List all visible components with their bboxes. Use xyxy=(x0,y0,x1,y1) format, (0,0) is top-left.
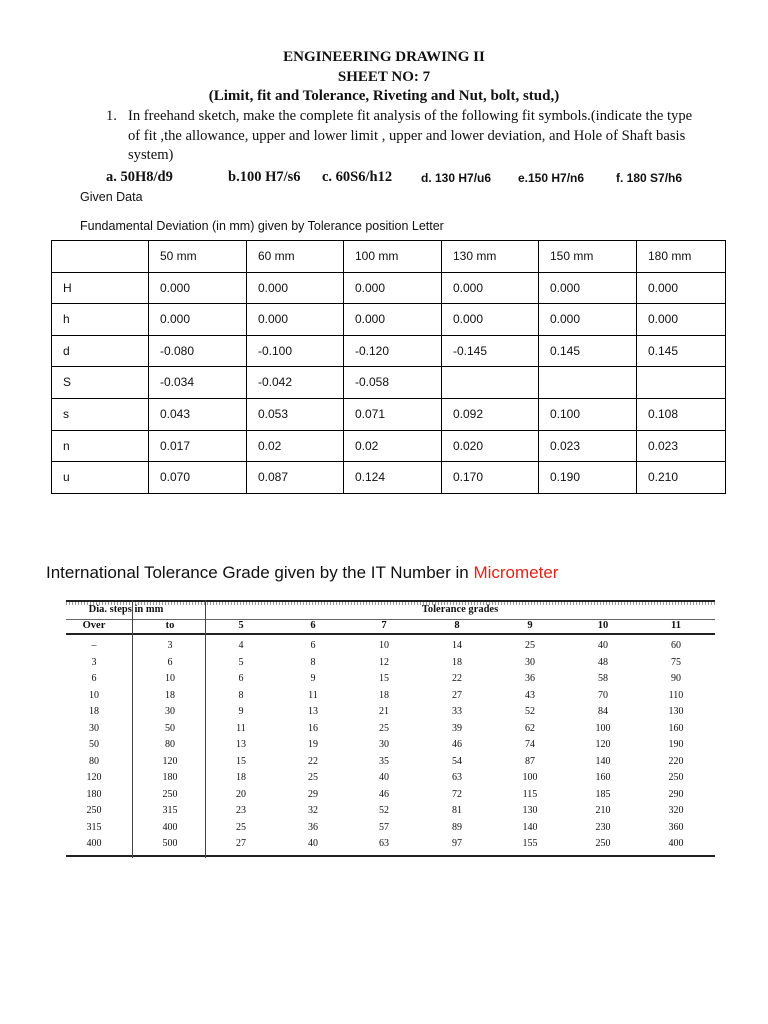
fd-col-header: 150 mm xyxy=(539,241,637,273)
it-value-cell: 40 xyxy=(379,772,389,783)
it-value-cell: 57 xyxy=(379,821,389,833)
fd-cell: 0.053 xyxy=(247,398,344,430)
it-value-cell: 8 xyxy=(310,656,316,668)
it-value-cell: 15 xyxy=(379,673,389,684)
it-value-cell: 25 xyxy=(236,821,246,833)
fd-table-title: Fundamental Deviation (in mm) given by Tolerance position Letter xyxy=(80,219,444,233)
it-over-cell: 18 xyxy=(89,706,99,717)
fit-c: c. 60S6/h12 xyxy=(322,169,393,185)
fd-row-label: u xyxy=(52,462,149,494)
it-value-cell: 39 xyxy=(452,722,462,734)
it-value-cell: 11 xyxy=(236,722,246,734)
it-over-cell: 120 xyxy=(86,772,102,783)
it-value-cell: 21 xyxy=(379,706,389,717)
fd-cell: 0.043 xyxy=(149,398,247,430)
it-to-cell: 18 xyxy=(165,689,175,701)
fd-cell: 0.000 xyxy=(442,304,539,336)
it-value-cell: 25 xyxy=(525,640,535,651)
fd-cell: 0.000 xyxy=(539,272,637,304)
grade-header: 9 xyxy=(527,620,533,631)
it-to-cell: 315 xyxy=(162,805,178,816)
fd-row xyxy=(52,462,726,494)
it-value-cell: 43 xyxy=(525,689,535,701)
it-over-cell: 400 xyxy=(86,838,102,849)
it-value-cell: 97 xyxy=(452,838,462,849)
it-value-cell: 75 xyxy=(671,656,681,668)
fit-f: f. 180 S7/h6 xyxy=(616,171,683,185)
it-to-cell: 10 xyxy=(165,673,175,684)
fd-row-label: h xyxy=(52,304,149,336)
it-value-cell: 19 xyxy=(308,739,318,750)
fd-cell: 0.000 xyxy=(637,272,726,304)
question-text: In freehand sketch, make the complete fit analysis of the following fit symbols.(indicate the type of fit ,the allowance, upper and lower limit , upper and lower deviation, and Hole of Shaft basis system) xyxy=(128,108,693,163)
it-value-cell: 15 xyxy=(236,755,246,767)
grade-header: 8 xyxy=(454,620,460,631)
it-value-cell: 18 xyxy=(236,772,246,783)
it-over-cell: 315 xyxy=(86,821,102,833)
it-value-cell: 9 xyxy=(310,673,316,684)
it-value-cell: 20 xyxy=(236,788,246,800)
it-value-cell: 22 xyxy=(308,755,318,767)
it-over-cell: – xyxy=(91,640,97,651)
it-to-cell: 3 xyxy=(167,640,173,651)
fd-col-header: 50 mm xyxy=(149,241,247,273)
fd-cell: -0.034 xyxy=(149,367,247,399)
it-value-cell: 360 xyxy=(668,821,684,833)
fd-cell: 0.023 xyxy=(637,430,726,462)
it-heading-unit: Micrometer xyxy=(473,563,559,582)
it-value-cell: 115 xyxy=(522,788,538,800)
fd-cell: 0.108 xyxy=(637,398,726,430)
fd-cell: 0.092 xyxy=(442,398,539,430)
it-value-cell: 140 xyxy=(522,821,538,833)
fd-cell: 0.071 xyxy=(344,398,442,430)
fd-row-label: d xyxy=(52,335,149,367)
fd-corner-cell xyxy=(52,241,149,273)
it-value-cell: 70 xyxy=(598,689,608,701)
it-value-cell: 89 xyxy=(452,821,462,833)
fd-cell: -0.080 xyxy=(149,335,247,367)
it-over-cell: 30 xyxy=(89,722,99,734)
it-over-cell: 6 xyxy=(91,673,97,684)
dia-steps-header: Dia. steps in mm xyxy=(88,604,164,615)
it-value-cell: 23 xyxy=(236,805,246,816)
it-value-cell: 290 xyxy=(668,788,684,800)
fd-cell: 0.100 xyxy=(539,398,637,430)
it-tolerance-table xyxy=(66,600,715,858)
it-value-cell: 30 xyxy=(379,739,389,750)
fd-header-row xyxy=(52,241,726,273)
fd-cell xyxy=(637,367,726,399)
fd-cell: -0.058 xyxy=(344,367,442,399)
it-value-cell: 130 xyxy=(522,805,538,816)
fd-cell: 0.02 xyxy=(247,430,344,462)
it-value-cell: 6 xyxy=(310,640,316,651)
it-value-cell: 210 xyxy=(595,805,611,816)
it-value-cell: 13 xyxy=(308,706,318,717)
it-value-cell: 250 xyxy=(668,772,684,783)
it-heading-text: International Tolerance Grade given by the IT Number in xyxy=(46,563,474,582)
it-to-cell: 30 xyxy=(165,706,175,717)
fd-col-header: 60 mm xyxy=(247,241,344,273)
tolerance-grades-header: Tolerance grades xyxy=(421,604,499,615)
it-value-cell: 140 xyxy=(595,755,611,767)
fd-cell: 0.000 xyxy=(539,304,637,336)
it-value-cell: 46 xyxy=(452,739,462,750)
it-value-cell: 18 xyxy=(452,656,462,668)
fd-row xyxy=(52,398,726,430)
over-header: Over xyxy=(82,620,106,631)
sheet-number: SHEET NO: 7 xyxy=(337,69,431,85)
fundamental-deviation-table xyxy=(51,240,726,494)
fd-cell: -0.145 xyxy=(442,335,539,367)
to-header: to xyxy=(165,620,175,631)
it-value-cell: 35 xyxy=(379,755,389,767)
it-value-cell: 62 xyxy=(525,722,535,734)
it-value-cell: 32 xyxy=(308,805,318,816)
fd-cell: 0.145 xyxy=(637,335,726,367)
it-value-cell: 160 xyxy=(668,722,684,734)
it-value-cell: 100 xyxy=(522,772,538,783)
it-value-cell: 33 xyxy=(452,706,462,717)
fd-cell: 0.170 xyxy=(442,462,539,494)
it-value-cell: 87 xyxy=(525,755,535,767)
it-value-cell: 52 xyxy=(379,805,389,816)
it-over-cell: 3 xyxy=(91,656,97,668)
it-value-cell: 9 xyxy=(238,706,244,717)
fd-row-label: H xyxy=(52,272,149,304)
it-value-cell: 60 xyxy=(671,640,681,651)
fd-row xyxy=(52,367,726,399)
fd-cell: 0.023 xyxy=(539,430,637,462)
it-value-cell: 81 xyxy=(452,805,462,816)
fd-row-label: s xyxy=(52,398,149,430)
it-over-cell: 250 xyxy=(86,805,102,816)
it-value-cell: 36 xyxy=(308,821,318,833)
fd-cell: 0.210 xyxy=(637,462,726,494)
it-value-cell: 8 xyxy=(238,689,244,701)
fd-row-label: S xyxy=(52,367,149,399)
fit-d: d. 130 H7/u6 xyxy=(421,171,492,185)
it-value-cell: 120 xyxy=(595,739,611,750)
it-to-cell: 500 xyxy=(162,838,178,849)
it-value-cell: 27 xyxy=(236,838,246,849)
fd-cell: -0.042 xyxy=(247,367,344,399)
it-to-cell: 250 xyxy=(162,788,178,800)
it-value-cell: 22 xyxy=(452,673,462,684)
it-value-cell: 160 xyxy=(595,772,611,783)
it-value-cell: 84 xyxy=(598,706,608,717)
fd-cell: 0.070 xyxy=(149,462,247,494)
it-value-cell: 220 xyxy=(668,755,684,767)
it-value-cell: 4 xyxy=(238,640,244,651)
it-value-cell: 46 xyxy=(379,788,389,800)
it-value-cell: 6 xyxy=(238,673,244,684)
it-to-cell: 120 xyxy=(162,755,178,767)
it-value-cell: 54 xyxy=(452,755,462,767)
fd-cell: 0.000 xyxy=(149,272,247,304)
it-value-cell: 63 xyxy=(379,838,389,849)
it-value-cell: 185 xyxy=(595,788,611,800)
fd-col-header: 100 mm xyxy=(344,241,442,273)
it-value-cell: 400 xyxy=(668,838,684,849)
it-value-cell: 10 xyxy=(379,640,389,651)
fd-row-label: n xyxy=(52,430,149,462)
fd-cell xyxy=(442,367,539,399)
fd-cell: 0.02 xyxy=(344,430,442,462)
fd-row xyxy=(52,430,726,462)
fd-cell: 0.000 xyxy=(442,272,539,304)
grade-header: 10 xyxy=(597,620,609,631)
it-value-cell: 30 xyxy=(525,656,535,668)
it-value-cell: 12 xyxy=(379,656,389,668)
it-value-cell: 58 xyxy=(598,673,608,684)
fd-col-header: 180 mm xyxy=(637,241,726,273)
it-to-cell: 180 xyxy=(162,772,178,783)
it-value-cell: 190 xyxy=(668,739,684,750)
fd-cell: 0.017 xyxy=(149,430,247,462)
table-bottom-rule xyxy=(66,855,715,857)
it-over-cell: 50 xyxy=(89,739,99,750)
it-value-cell: 16 xyxy=(308,722,318,734)
fit-e: e.150 H7/n6 xyxy=(518,171,585,185)
grade-header: 7 xyxy=(381,620,387,631)
it-value-cell: 72 xyxy=(452,788,462,800)
question-number: 1. xyxy=(106,108,117,124)
it-value-cell: 14 xyxy=(452,640,462,651)
fd-cell: 0.000 xyxy=(637,304,726,336)
col-separator xyxy=(205,600,206,858)
it-grade-heading xyxy=(46,563,558,583)
it-over-cell: 80 xyxy=(89,755,99,767)
grade-header: 5 xyxy=(238,620,244,631)
grade-header: 11 xyxy=(671,620,681,631)
it-value-cell: 48 xyxy=(598,656,608,668)
fit-a: a. 50H8/d9 xyxy=(106,169,173,185)
it-value-cell: 74 xyxy=(525,739,535,750)
it-value-cell: 230 xyxy=(595,821,611,833)
it-to-cell: 80 xyxy=(165,739,175,750)
it-value-cell: 25 xyxy=(308,772,318,783)
fd-cell: 0.000 xyxy=(344,304,442,336)
it-value-cell: 110 xyxy=(668,689,684,701)
header-bottom-rule xyxy=(66,633,715,635)
it-value-cell: 52 xyxy=(525,706,535,717)
it-value-cell: 130 xyxy=(668,706,684,717)
it-value-cell: 63 xyxy=(452,772,462,783)
it-over-cell: 10 xyxy=(89,689,99,701)
it-value-cell: 100 xyxy=(595,722,611,734)
it-value-cell: 13 xyxy=(236,739,246,750)
fd-cell: 0.087 xyxy=(247,462,344,494)
fd-cell xyxy=(539,367,637,399)
it-value-cell: 27 xyxy=(452,689,462,701)
fd-cell: -0.120 xyxy=(344,335,442,367)
fd-cell: 0.190 xyxy=(539,462,637,494)
it-to-cell: 6 xyxy=(167,656,173,668)
it-value-cell: 5 xyxy=(238,656,244,668)
it-to-cell: 50 xyxy=(165,722,175,734)
given-data-label: Given Data xyxy=(80,190,143,204)
fd-row xyxy=(52,335,726,367)
it-value-cell: 25 xyxy=(379,722,389,734)
fd-row xyxy=(52,272,726,304)
fd-row xyxy=(52,304,726,336)
it-value-cell: 250 xyxy=(595,838,611,849)
it-value-cell: 90 xyxy=(671,673,681,684)
it-value-cell: 155 xyxy=(522,838,538,849)
it-value-cell: 11 xyxy=(308,689,318,701)
fd-cell: 0.145 xyxy=(539,335,637,367)
sheet-title: ENGINEERING DRAWING II xyxy=(283,49,485,65)
it-value-cell: 40 xyxy=(598,640,608,651)
fd-cell: -0.100 xyxy=(247,335,344,367)
fd-cell: 0.124 xyxy=(344,462,442,494)
col-separator xyxy=(132,600,133,858)
fd-cell: 0.000 xyxy=(247,304,344,336)
fd-cell: 0.000 xyxy=(247,272,344,304)
sheet-topics: (Limit, fit and Tolerance, Riveting and Nut, bolt, stud,) xyxy=(208,88,560,104)
it-value-cell: 18 xyxy=(379,689,389,701)
it-over-cell: 180 xyxy=(86,788,102,800)
fd-col-header: 130 mm xyxy=(442,241,539,273)
it-to-cell: 400 xyxy=(162,821,178,833)
it-value-cell: 320 xyxy=(668,805,684,816)
fd-cell: 0.000 xyxy=(344,272,442,304)
it-value-cell: 29 xyxy=(308,788,318,800)
fd-cell: 0.000 xyxy=(149,304,247,336)
grade-header: 6 xyxy=(310,620,316,631)
it-value-cell: 40 xyxy=(308,838,318,849)
fit-b: b.100 H7/s6 xyxy=(228,169,301,185)
it-value-cell: 36 xyxy=(525,673,535,684)
fd-cell: 0.020 xyxy=(442,430,539,462)
